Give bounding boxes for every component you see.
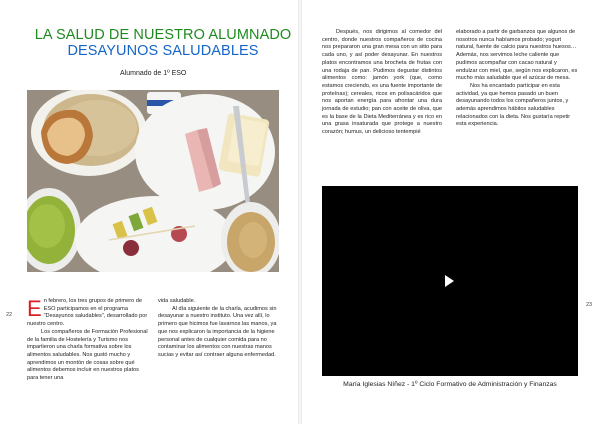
page-gutter [298,0,302,424]
paragraph-continued: vida saludable. [158,298,196,304]
class-label: Alumnado de 1º ESO [120,70,187,77]
article-title-line2: DESAYUNOS SALUDABLES [67,43,259,59]
video-caption: María Iglesias Níñez - 1º Ciclo Formativo de Administración y Finanzas [343,381,557,388]
article-title-line1: LA SALUD DE NUESTRO ALUMNADO [34,27,292,43]
paragraph-higiene: Al día siguiente de la charla, acudimos sin desayunar a nuestro instituto. Una vez allí, lo primero que hicimos fue lavarnos las manos, ya que nos explicaron la importancia de la higiene personal antes de cualquier comida para no contaminar los alimentos con nuestras manos sucias y evitar así contraer alguna enfermedad. [158,305,277,358]
paragraph-comedor: Después, nos dirigimos al comedor del centro, donde nuestros compañeros de cocina nos prepararon una gran mesa con un sitio para cada uno, y así poder desayunar. En nuestros platos encontramos una brocheta de frutas con una rodaja de pan. Pudimos degustar distintos alimentos como: jamón york (que, como estamos creciendo, es una fuente importante de proteínas); cereales, ricos en polisacáridos que nos aportan energía para afrontar una dura jornada de estudio; pan con aceite de oliva, que es la base de la Dieta Mediterránea y es rico en una grasa insaturada que protege a nuestro corazón; humus, un delicioso tentempié [322,29,442,136]
play-icon[interactable] [445,275,454,287]
drop-cap: E [27,296,42,321]
right-column-1 [322,29,442,137]
left-column-1 [27,298,149,383]
paragraph-charla: Los compañeros de Formación Profesional de la familia de Hostelería y Turismo nos impartieron una charla formativa sobre los alimentos saludables. Nos gustó mucho y aprendimos un montón de cosas sobre qué alimentos debemos incluir en nuestros platos para tener una [27,328,148,382]
page-number-left: 22 [6,312,13,318]
food-photo-image [27,90,279,272]
food-photo [27,90,279,272]
intro-text: n febrero, los tres grupos de primero de ESO participamos en el programa “Desayunos saludables”, desarrollado por nuestro centro. [27,298,148,328]
video-player[interactable] [322,186,578,376]
right-column-2 [456,29,578,129]
paragraph-garbanzos: elaborado a partir de garbanzos que algunos de nosotros nunca habíamos probado; yogurt natural, fuente de calcio para nuestros huesos… Además, nos servimos leche caliente que pudimos acompañar con cacao natural y endulzar con miel, que, según nos explicaron, es mucho más saludable que el azúcar de mesa. [456,29,578,82]
paragraph-conclusion: Nos ha encantado participar en esta actividad, ya que hemos pasado un buen desayunando todos los compañeros juntos, y además aprendimos hábitos saludables relacionados con la dieta. Nos gustaría repetir esta experiencia. [456,82,571,128]
left-column-2 [158,298,280,360]
page-number-right: 23 [586,302,593,308]
paragraph-intro [27,298,149,329]
